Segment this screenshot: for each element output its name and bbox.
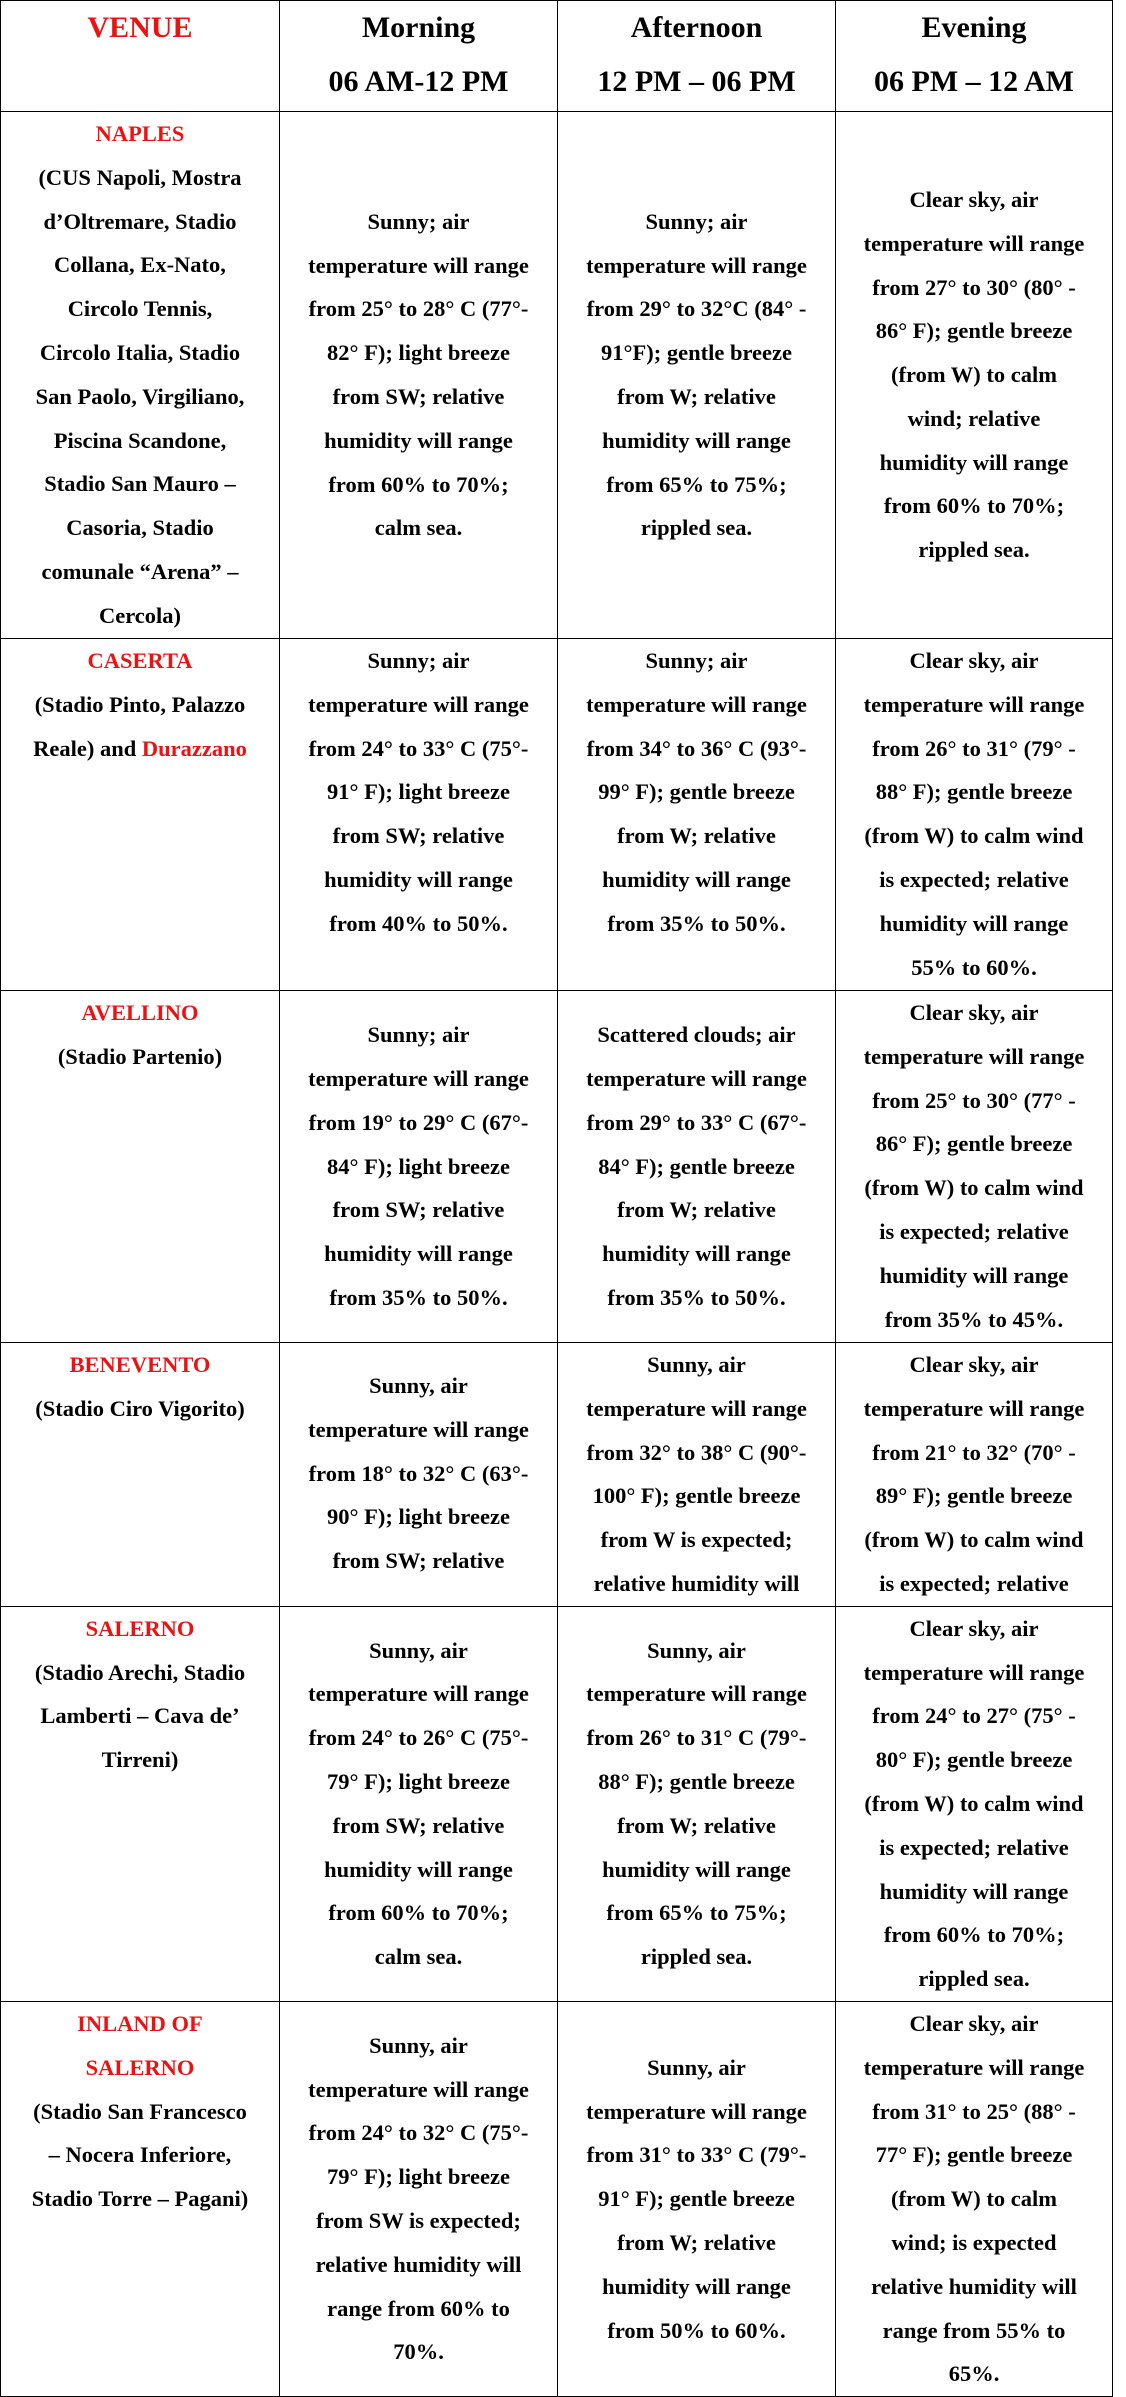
- venue-cell: [1, 2001, 280, 2396]
- evening-forecast-cell: [836, 112, 1113, 639]
- forecast-line: Sunny; air: [367, 208, 470, 234]
- venue-location: (Stadio Ciro Vigorito): [35, 1395, 245, 1421]
- venue-location: (Stadio Partenio): [57, 1043, 223, 1069]
- forecast-line: from 34° to 36° C (93°-: [586, 735, 807, 761]
- venue-location-text: Reale) and: [33, 735, 142, 761]
- forecast-line: is expected; relative: [879, 866, 1069, 892]
- forecast-line: Scattered clouds; air: [597, 1022, 796, 1048]
- forecast-line: is expected; relative: [879, 1218, 1069, 1244]
- forecast-line: from SW; relative: [332, 1197, 505, 1223]
- afternoon-forecast-cell: [558, 991, 836, 1343]
- forecast-line: Clear sky, air: [909, 1000, 1039, 1025]
- forecast-line: wind; relative: [907, 405, 1041, 431]
- forecast-line: from 60% to 70%;: [328, 471, 509, 497]
- forecast-line: 99° F); gentle breeze: [598, 779, 795, 805]
- forecast-line: (from W) to calm wind: [864, 823, 1084, 849]
- forecast-line: from W; relative: [617, 384, 776, 409]
- forecast-line: humidity will range: [602, 1856, 791, 1882]
- forecast-line: from 65% to 75%;: [606, 471, 787, 497]
- venue-location: d’Oltremare, Stadio: [43, 208, 237, 234]
- forecast-line: Clear sky, air: [909, 648, 1039, 673]
- venue-location: Casoria, Stadio: [66, 515, 214, 541]
- forecast-line: Sunny, air: [647, 2054, 746, 2080]
- venue-location: Circolo Tennis,: [67, 296, 213, 322]
- morning-forecast-cell: [280, 2001, 558, 2396]
- forecast-line: temperature will range: [586, 2098, 807, 2124]
- forecast-line: 91°F); gentle breeze: [601, 340, 792, 366]
- forecast-line: from 35% to 50%.: [607, 1284, 786, 1310]
- forecast-line: (from W) to calm wind: [864, 1527, 1084, 1553]
- afternoon-hours: 12 PM – 06 PM: [597, 65, 796, 98]
- forecast-line: wind; is expected: [891, 2229, 1057, 2255]
- afternoon-forecast-cell: [558, 1343, 836, 1607]
- forecast-line: 90° F); light breeze: [327, 1504, 510, 1530]
- forecast-line: temperature will range: [586, 1681, 807, 1707]
- forecast-line: from 35% to 50%.: [607, 910, 786, 936]
- venue-location: Collana, Ex-Nato,: [54, 252, 226, 278]
- forecast-line: rippled sea.: [640, 1944, 753, 1970]
- venue-location: (Stadio Pinto, Palazzo: [34, 691, 246, 717]
- afternoon-title: Afternoon: [630, 11, 763, 44]
- forecast-line: temperature will range: [308, 1066, 529, 1091]
- morning-forecast-cell: [280, 639, 558, 991]
- forecast-line: 100° F); gentle breeze: [592, 1483, 801, 1509]
- forecast-line: humidity will range: [602, 427, 791, 453]
- forecast-line: temperature will range: [308, 1681, 529, 1707]
- forecast-line: relative humidity will: [871, 2273, 1077, 2299]
- morning-column-header: [280, 1, 558, 112]
- forecast-line: Sunny, air: [369, 2032, 468, 2058]
- forecast-line: humidity will range: [602, 1241, 791, 1267]
- venue-location: Stadio Torre – Pagani): [31, 2186, 249, 2212]
- forecast-line: from 21° to 32° (70° -: [872, 1439, 1076, 1465]
- forecast-line: humidity will range: [324, 1241, 513, 1267]
- forecast-line: humidity will range: [879, 1878, 1069, 1904]
- forecast-line: relative humidity will: [593, 1570, 800, 1596]
- forecast-line: temperature will range: [863, 230, 1085, 256]
- venue-column-header: [1, 1, 280, 112]
- forecast-line: Clear sky, air: [909, 1352, 1039, 1377]
- forecast-line: humidity will range: [602, 866, 791, 892]
- forecast-line: from 40% to 50%.: [329, 910, 508, 936]
- forecast-line: calm sea.: [374, 515, 463, 541]
- venue-city-name: INLAND OF: [77, 2010, 203, 2036]
- forecast-line: Sunny; air: [367, 1022, 470, 1048]
- forecast-line: humidity will range: [602, 2273, 791, 2299]
- venue-location: Cercola): [98, 602, 182, 628]
- forecast-line: from 31° to 25° (88° -: [872, 2098, 1076, 2124]
- forecast-line: from 24° to 33° C (75°-: [308, 735, 529, 761]
- forecast-line: from 26° to 31° C (79°-: [586, 1725, 807, 1751]
- forecast-line: 82° F); light breeze: [327, 340, 510, 366]
- morning-title: Morning: [361, 11, 476, 44]
- forecast-line: 84° F); gentle breeze: [598, 1153, 795, 1179]
- forecast-line: from 35% to 45%.: [884, 1306, 1064, 1332]
- venue-cell: [1, 1343, 280, 1607]
- venue-header-label: VENUE: [87, 11, 193, 44]
- evening-column-header: [836, 1, 1113, 112]
- forecast-line: from SW is expected;: [316, 2208, 521, 2234]
- forecast-line: 65%.: [948, 2361, 1000, 2387]
- forecast-line: from 26° to 31° (79° -: [872, 735, 1076, 761]
- morning-forecast-cell: [280, 1606, 558, 2001]
- forecast-line: temperature will range: [308, 691, 529, 717]
- forecast-line: from 65% to 75%;: [606, 1900, 787, 1926]
- forecast-line: 86° F); gentle breeze: [875, 1131, 1073, 1157]
- forecast-line: from 35% to 50%.: [329, 1284, 508, 1310]
- forecast-line: (from W) to calm wind: [864, 1790, 1084, 1816]
- venue-cell: [1, 112, 280, 639]
- forecast-line: temperature will range: [586, 1066, 807, 1091]
- evening-forecast-cell: [836, 639, 1113, 991]
- forecast-line: from SW; relative: [332, 823, 505, 849]
- forecast-line: humidity will range: [879, 910, 1069, 936]
- venue-city-name: CASERTA: [87, 648, 193, 673]
- venue-city-name: NAPLES: [95, 121, 185, 146]
- venue-location: [7, 727, 273, 771]
- venue-highlight: Durazzano: [141, 735, 247, 761]
- forecast-line: temperature will range: [863, 1043, 1085, 1069]
- forecast-line: 86° F); gentle breeze: [875, 318, 1073, 344]
- forecast-line: temperature will range: [308, 1416, 529, 1442]
- forecast-line: from 32° to 38° C (90°-: [586, 1439, 807, 1465]
- forecast-line: from W; relative: [617, 1812, 776, 1838]
- forecast-line: 91° F); gentle breeze: [598, 2186, 795, 2212]
- morning-forecast-cell: [280, 1343, 558, 1607]
- forecast-line: temperature will range: [308, 252, 529, 278]
- forecast-line: 79° F); light breeze: [327, 1769, 510, 1795]
- forecast-line: humidity will range: [879, 1262, 1069, 1288]
- evening-forecast-cell: [836, 991, 1113, 1343]
- forecast-line: (from W) to calm: [891, 362, 1057, 388]
- venue-location: (Stadio San Francesco: [33, 2098, 247, 2124]
- forecast-line: 77° F); gentle breeze: [875, 2142, 1073, 2168]
- forecast-line: (from W) to calm wind: [864, 1175, 1084, 1201]
- forecast-line: range from 60% to: [327, 2295, 510, 2321]
- forecast-line: rippled sea.: [918, 537, 1030, 563]
- afternoon-forecast-cell: [558, 112, 836, 639]
- forecast-line: Sunny; air: [645, 648, 748, 673]
- forecast-line: from 50% to 60%.: [607, 2317, 786, 2343]
- forecast-line: from 60% to 70%;: [328, 1900, 509, 1926]
- forecast-line: temperature will range: [586, 691, 807, 717]
- evening-forecast-cell: [836, 1606, 1113, 2001]
- venue-row-naples: [1, 112, 1113, 639]
- forecast-line: from SW; relative: [332, 1812, 505, 1838]
- forecast-line: from 29° to 32°C (84° -: [586, 296, 807, 322]
- forecast-line: Clear sky, air: [909, 186, 1039, 212]
- forecast-line: from 27° to 30° (80° -: [872, 274, 1076, 300]
- venue-location: (CUS Napoli, Mostra: [38, 164, 242, 190]
- forecast-line: Sunny, air: [647, 1352, 746, 1377]
- evening-hours: 06 PM – 12 AM: [874, 65, 1074, 98]
- venue-location: Stadio San Mauro –: [44, 471, 236, 497]
- forecast-line: Sunny; air: [367, 648, 470, 673]
- forecast-line: calm sea.: [374, 1944, 463, 1970]
- forecast-line: relative humidity will: [315, 2251, 522, 2277]
- forecast-line: Clear sky, air: [909, 2010, 1039, 2036]
- forecast-line: from 25° to 30° (77° -: [872, 1087, 1076, 1113]
- forecast-line: from SW; relative: [332, 1548, 505, 1574]
- forecast-line: from SW; relative: [332, 384, 505, 409]
- forecast-line: from 31° to 33° C (79°-: [586, 2142, 807, 2168]
- venue-row-caserta: [1, 639, 1113, 991]
- forecast-line: from 25° to 28° C (77°-: [308, 296, 529, 322]
- forecast-line: temperature will range: [863, 691, 1085, 717]
- venue-location: – Nocera Inferiore,: [48, 2142, 232, 2168]
- forecast-line: 91° F); light breeze: [327, 779, 510, 805]
- forecast-line: is expected; relative: [879, 1834, 1069, 1860]
- venue-location: Tirreni): [101, 1747, 179, 1773]
- venue-location: San Paolo, Virgiliano,: [35, 383, 245, 409]
- forecast-line: temperature will range: [586, 252, 807, 278]
- venue-location: (Stadio Arechi, Stadio: [34, 1659, 246, 1685]
- forecast-line: from 60% to 70%;: [883, 493, 1065, 519]
- venue-city-name: BENEVENTO: [69, 1352, 211, 1377]
- venue-city-name: AVELLINO: [81, 1000, 199, 1025]
- forecast-line: Sunny, air: [369, 1637, 468, 1663]
- venue-row-avellino: [1, 991, 1113, 1343]
- venue-cell: [1, 991, 280, 1343]
- forecast-line: 80° F); gentle breeze: [875, 1747, 1073, 1773]
- forecast-line: range from 55% to: [882, 2317, 1066, 2343]
- forecast-line: 88° F); gentle breeze: [598, 1769, 795, 1795]
- forecast-line: from 24° to 27° (75° -: [872, 1703, 1076, 1729]
- forecast-line: from 24° to 32° C (75°-: [308, 2120, 529, 2146]
- morning-forecast-cell: [280, 112, 558, 639]
- venue-cell: [1, 639, 280, 991]
- venue-row-benevento: [1, 1343, 1113, 1607]
- forecast-line: Sunny; air: [645, 208, 748, 234]
- afternoon-column-header: [558, 1, 836, 112]
- forecast-line: humidity will range: [879, 449, 1069, 475]
- venue-location: Lamberti – Cava de’: [40, 1703, 240, 1729]
- forecast-line: temperature will range: [308, 2076, 529, 2102]
- header-row: [1, 1, 1113, 112]
- forecast-line: temperature will range: [586, 1395, 807, 1421]
- forecast-line: from W is expected;: [600, 1527, 793, 1553]
- forecast-line: 88° F); gentle breeze: [875, 779, 1073, 805]
- forecast-line: 70%.: [393, 2339, 444, 2365]
- forecast-line: from 18° to 32° C (63°-: [308, 1460, 529, 1486]
- afternoon-forecast-cell: [558, 639, 836, 991]
- venue-location: Piscina Scandone,: [53, 427, 227, 453]
- forecast-line: rippled sea.: [918, 1966, 1030, 1992]
- venue-location: comunale “Arena” –: [41, 558, 239, 584]
- evening-forecast-cell: [836, 1343, 1113, 1607]
- afternoon-forecast-cell: [558, 1606, 836, 2001]
- venue-cell: [1, 1606, 280, 2001]
- forecast-line: from 60% to 70%;: [883, 1922, 1065, 1948]
- forecast-line: 89° F); gentle breeze: [875, 1483, 1073, 1509]
- venue-row-inland-of-salerno: [1, 2001, 1113, 2396]
- morning-hours: 06 AM-12 PM: [328, 65, 509, 98]
- forecast-line: (from W) to calm: [891, 2186, 1057, 2212]
- venue-city-name: SALERNO: [85, 1615, 195, 1641]
- forecast-line: temperature will range: [863, 1659, 1085, 1685]
- forecast-line: from W; relative: [617, 1197, 776, 1223]
- morning-forecast-cell: [280, 991, 558, 1343]
- afternoon-forecast-cell: [558, 2001, 836, 2396]
- forecast-line: is expected; relative: [879, 1570, 1069, 1596]
- forecast-line: rippled sea.: [640, 515, 753, 541]
- forecast-line: from 24° to 26° C (75°-: [308, 1725, 529, 1751]
- forecast-line: from 29° to 33° C (67°-: [586, 1109, 807, 1135]
- forecast-line: 55% to 60%.: [911, 954, 1037, 980]
- forecast-line: Sunny, air: [369, 1373, 468, 1398]
- forecast-line: Sunny, air: [647, 1637, 746, 1663]
- forecast-line: from 19° to 29° C (67°-: [308, 1109, 529, 1135]
- forecast-line: 79° F); light breeze: [327, 2164, 510, 2190]
- forecast-line: temperature will range: [863, 1395, 1085, 1421]
- forecast-line: humidity will range: [324, 1856, 513, 1882]
- venue-row-salerno: [1, 1606, 1113, 2001]
- forecast-line: humidity will range: [324, 427, 513, 453]
- forecast-line: humidity will range: [324, 866, 513, 892]
- forecast-line: Clear sky, air: [909, 1615, 1039, 1641]
- venue-location: Circolo Italia, Stadio: [39, 339, 241, 365]
- venue-city-name: SALERNO: [85, 2054, 195, 2080]
- evening-forecast-cell: [836, 2001, 1113, 2396]
- forecast-line: 84° F); light breeze: [327, 1153, 510, 1179]
- forecast-line: from W; relative: [617, 2229, 776, 2255]
- evening-title: Evening: [921, 11, 1027, 44]
- forecast-line: from W; relative: [617, 823, 776, 849]
- forecast-line: temperature will range: [863, 2054, 1085, 2080]
